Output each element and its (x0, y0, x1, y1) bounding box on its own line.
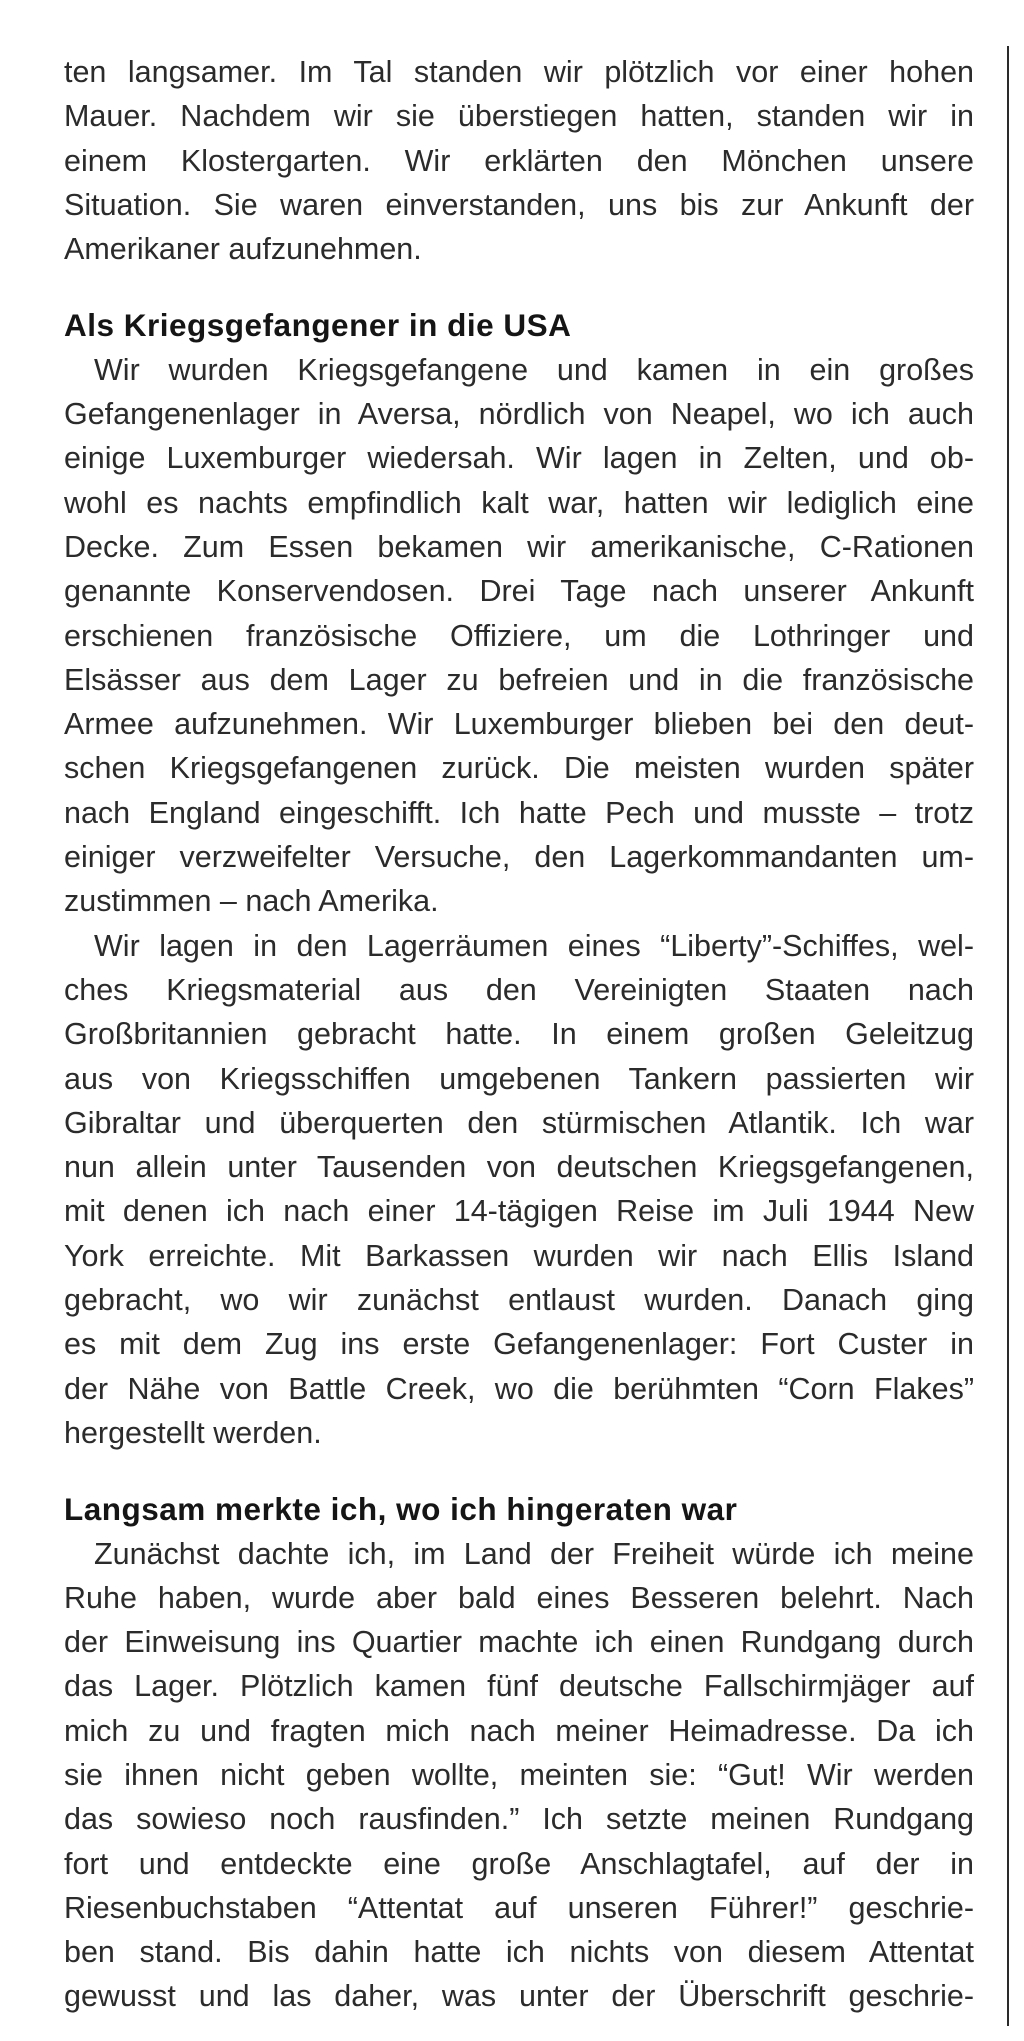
column-rule (1007, 46, 1009, 2026)
text-line: wohl es nachts empfindlich kalt war, hatten wir lediglich eine (64, 485, 974, 520)
section-heading: Langsam merkte ich, wo ich hingeraten war (64, 1491, 738, 1528)
spacer (64, 1455, 974, 1487)
text-line: fort und entdeckte eine große Anschlagtafel, auf der in (64, 1846, 974, 1881)
intro-paragraph (64, 50, 974, 271)
text-line: aus von Kriegsschiffen umgebenen Tankern passierten wir (64, 1061, 974, 1096)
text-line: einem Klostergarten. Wir erklärten den Mönchen unsere (64, 143, 974, 178)
text-line: Wir wurden Kriegsgefangene und kamen in ein großes (94, 352, 974, 387)
text-line: Mauer. Nachdem wir sie überstiegen hatten, standen wir in (64, 99, 974, 134)
paragraph (64, 924, 974, 1456)
text-line: Situation. Sie waren einverstanden, uns bis zur Ankunft der (64, 187, 974, 222)
text-line: Decke. Zum Essen bekamen wir amerikanische, C-Rationen (64, 529, 974, 564)
text-line: ben stand. Bis dahin hatte ich nichts von diesem Attentat (64, 1935, 974, 1970)
text-line: Gibraltar und überquerten den stürmischen Atlantik. Ich war (64, 1105, 974, 1140)
text-line: Elsässer aus dem Lager zu befreien und in die französische (64, 662, 974, 697)
section-realization (64, 1487, 974, 2019)
text-line: Zunächst dachte ich, im Land der Freiheit würde ich meine (94, 1536, 974, 1571)
text-line: Gefangenenlager in Aversa, nördlich von Neapel, wo ich auch (64, 397, 974, 432)
text-line: das Lager. Plötzlich kamen fünf deutsche Fallschirmjäger auf (64, 1669, 974, 1704)
section-pow-usa (64, 303, 974, 1455)
text-line: das sowieso noch rausfinden.” Ich setzte meinen Rundgang (64, 1802, 974, 1837)
text-line: mich zu und fragten mich nach meiner Heimadresse. Da ich (64, 1713, 974, 1748)
text-line: Armee aufzunehmen. Wir Luxemburger blieben bei den deut- (64, 707, 974, 742)
text-line: genannte Konservendosen. Drei Tage nach unserer Ankunft (64, 574, 974, 609)
text-line: einiger verzweifelter Versuche, den Lagerkommandanten um- (64, 840, 974, 875)
text-line: gewusst und las daher, was unter der Überschrift geschrie- (64, 1979, 974, 2014)
text-line: Großbritannien gebracht hatte. In einem großen Geleitzug (64, 1017, 974, 1052)
text-line: es mit dem Zug ins erste Gefangenenlager: Fort Custer in (64, 1327, 974, 1362)
text-line: ten langsamer. Im Tal standen wir plötzlich vor einer hohen (64, 55, 974, 89)
spacer (64, 271, 974, 303)
text-line: sie ihnen nicht geben wollte, meinten sie: “Gut! Wir werden (64, 1757, 974, 1792)
text-line: hergestellt werden. (64, 1415, 322, 1450)
text-line: zustimmen – nach Amerika. (64, 884, 439, 919)
text-line: der Nähe von Battle Creek, wo die berühmten “Corn Flakes” (64, 1371, 974, 1406)
text-line: nun allein unter Tausenden von deutschen Kriegsgefangenen, (64, 1150, 974, 1185)
text-line: nach England eingeschifft. Ich hatte Pech und musste – trotz (64, 795, 974, 830)
text-line: mit denen ich nach einer 14-tägigen Reise im Juli 1944 New (64, 1194, 974, 1229)
text-line: Riesenbuchstaben “Attentat auf unseren Führer!” geschrie- (64, 1890, 974, 1925)
section-heading: Als Kriegsgefangener in die USA (64, 307, 572, 344)
text-line: Ruhe haben, wurde aber bald eines Besseren belehrt. Nach (64, 1580, 974, 1615)
text-line: York erreichte. Mit Barkassen wurden wir nach Ellis Island (64, 1238, 974, 1273)
text-line: Amerikaner aufzunehmen. (64, 232, 422, 267)
text-line: der Einweisung ins Quartier machte ich einen Rundgang durch (64, 1625, 974, 1660)
text-line: einige Luxemburger wiedersah. Wir lagen in Zelten, und ob- (64, 441, 974, 476)
paragraph (64, 348, 974, 924)
text-line: schen Kriegsgefangenen zurück. Die meisten wurden später (64, 751, 974, 786)
paragraph (64, 1532, 974, 2019)
text-column (64, 50, 974, 2019)
text-line: gebracht, wo wir zunächst entlaust wurden. Danach ging (64, 1283, 974, 1318)
text-line: Wir lagen in den Lagerräumen eines “Liberty”-Schiffes, wel- (94, 928, 974, 963)
text-line: ches Kriegsmaterial aus den Vereinigten Staaten nach (64, 972, 974, 1007)
text-line: erschienen französische Offiziere, um die Lothringer und (64, 618, 974, 653)
